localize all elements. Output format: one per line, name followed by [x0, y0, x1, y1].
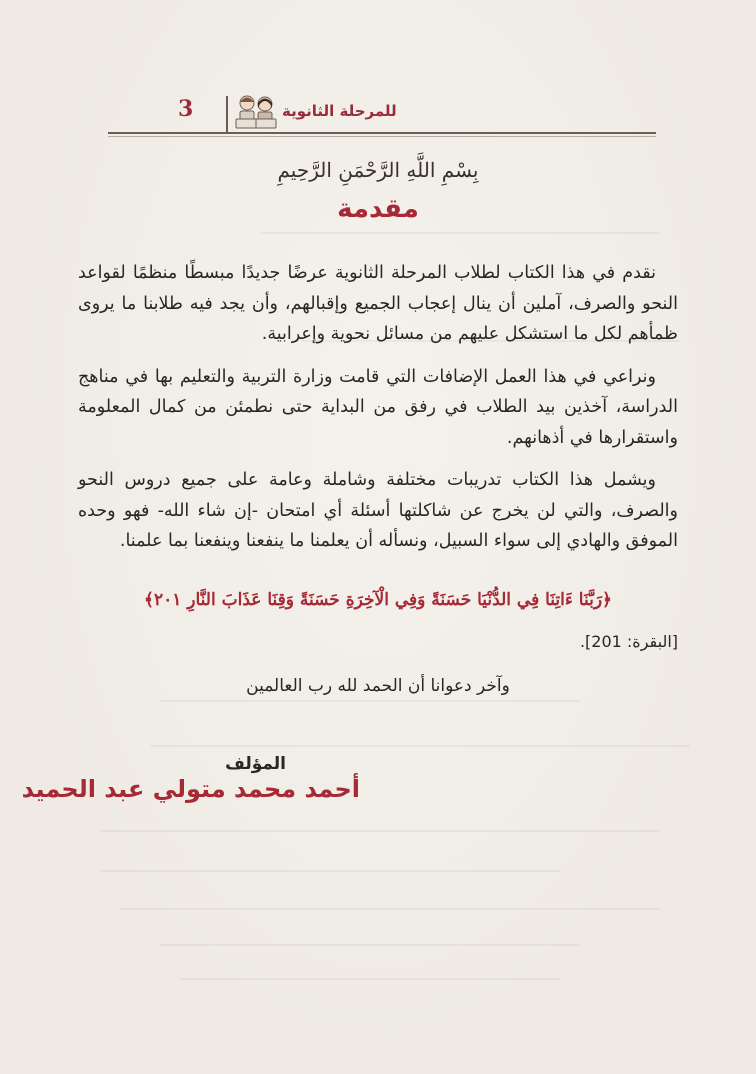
paragraph: ويشمل هذا الكتاب تدريبات مختلفة وشاملة وعامة على جميع دروس النحو والصرف، والتي لن يخرج عن شاكلتها أسئلة أي امتحان -إن شاء الله- فهو وحده الموفق والهادي إلى سواء السبيل، ونسأله أن يعلمنا ما ينفعنا وينفعنا بما علمنا. [78, 470, 678, 551]
verse-reference: [البقرة: 201]. [579, 632, 678, 651]
quran-verse: ﴿رَبَّنَا ءَاتِنَا فِي الدُّنْيَا حَسَنَةً وَفِي الْآخِرَةِ حَسَنَةً وَقِنَا عَذَابَ النَّارِ ٢٠١﴾ [143, 590, 613, 610]
header-label: للمرحلة الثانوية [282, 102, 397, 120]
bleed-through-line [100, 830, 660, 832]
bleed-through-line [160, 944, 580, 946]
author-label: المؤلف [225, 754, 286, 774]
introduction-body [78, 258, 678, 569]
header-divider [226, 96, 228, 132]
bleed-through-line [150, 745, 690, 747]
header-rule-thin [108, 136, 656, 137]
author-name: أحمد محمد متولي عبد الحميد [21, 775, 360, 803]
bleed-through-line [120, 908, 660, 910]
bleed-through-line [100, 870, 560, 872]
bleed-through-line [260, 232, 660, 234]
page-number: 3 [178, 96, 194, 122]
closing-line: وآخر دعوانا أن الحمد لله رب العالمين [246, 676, 510, 696]
paragraph: ونراعي في هذا العمل الإضافات التي قامت وزارة التربية والتعليم بها في مناهج الدراسة، آخذين بيد الطلاب في رفق من البداية حتى نطمئن من كمال المعلومة واستقرارها في أذهانهم. [78, 366, 678, 448]
bleed-through-line [180, 978, 560, 980]
students-mascot-icon [232, 92, 280, 132]
basmala: بِسْمِ اللَّهِ الرَّحْمَنِ الرَّحِيمِ [277, 158, 479, 182]
bleed-through-line [160, 700, 580, 702]
page-title: مقدمة [337, 194, 419, 224]
paragraph: نقدم في هذا الكتاب لطلاب المرحلة الثانوية عرضًا جديدًا مبسطًا منظمًا لقواعد النحو والصرف، آملين أن ينال إعجاب الجميع وإقبالهم، وأن يجد فيه طلابنا ما يروى ظمأهم لكل ما استشكل عليهم من مسائل نحوية وإعرابية. [78, 263, 678, 344]
running-header [108, 92, 656, 140]
header-rule [108, 132, 656, 134]
